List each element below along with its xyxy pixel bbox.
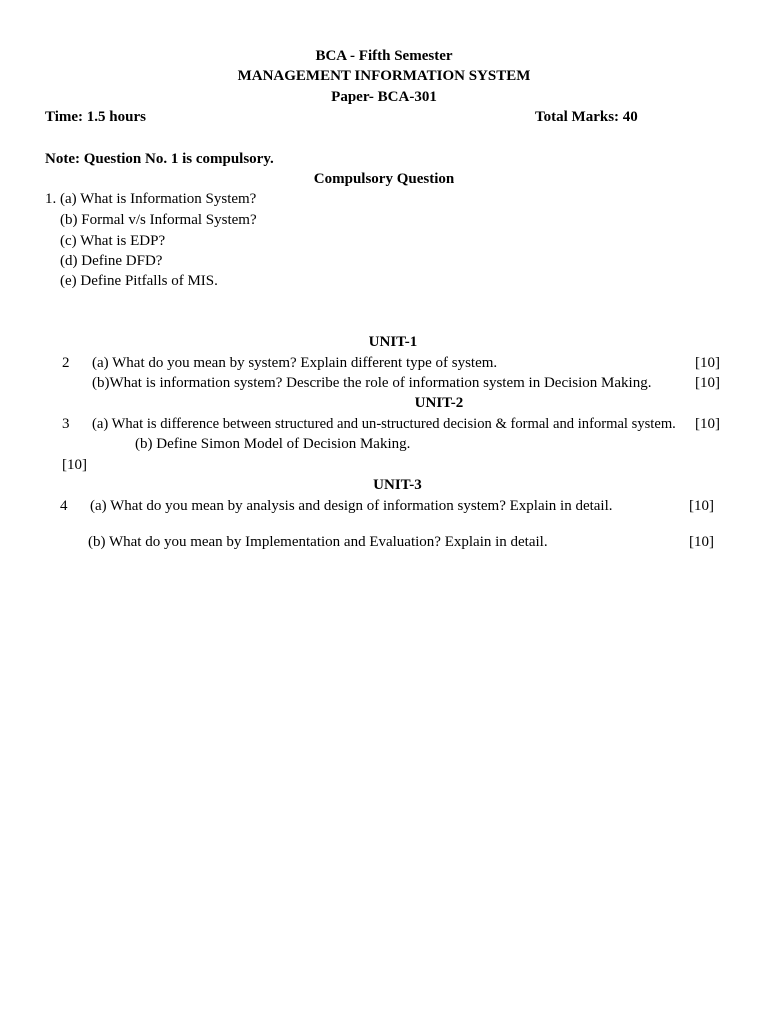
compulsory-item: (d) Define DFD? xyxy=(60,253,163,269)
compulsory-item: (c) What is EDP? xyxy=(60,233,166,249)
time-label: Time: 1.5 hours xyxy=(45,109,146,125)
compulsory-item: (b) Formal v/s Informal System? xyxy=(60,212,257,228)
question-marks: [10] xyxy=(689,534,714,550)
question-marks: [10] xyxy=(695,375,720,391)
question-marks: [10] xyxy=(62,457,87,473)
question-number: 2 xyxy=(62,355,70,371)
question-marks: [10] xyxy=(695,416,720,432)
question-text: (a) What do you mean by analysis and design of information system? Explain in detail. xyxy=(90,498,613,514)
subject-title: MANAGEMENT INFORMATION SYSTEM xyxy=(237,68,531,84)
question-text: (b)What is information system? Describe the role of information system in Decision Making. xyxy=(92,375,652,391)
question-number: 4 xyxy=(60,498,68,514)
question-marks: [10] xyxy=(695,355,720,371)
note-text: Note: Question No. 1 is compulsory. xyxy=(45,151,274,167)
question-text: (b) Define Simon Model of Decision Making. xyxy=(135,436,411,452)
question-text: (a) What do you mean by system? Explain different type of system. xyxy=(92,355,498,371)
course-title: BCA - Fifth Semester xyxy=(315,48,453,64)
compulsory-item: (e) Define Pitfalls of MIS. xyxy=(60,273,218,289)
question-text: (a) What is difference between structured and un-structured decision & formal and informal system. xyxy=(92,416,676,432)
question-number: 3 xyxy=(62,416,70,432)
unit-heading: UNIT-3 xyxy=(373,477,422,493)
question-text: (b) What do you mean by Implementation and Evaluation? Explain in detail. xyxy=(88,534,548,550)
paper-code: Paper- BCA-301 xyxy=(331,89,437,105)
unit-heading: UNIT-2 xyxy=(414,395,464,411)
unit-heading: UNIT-1 xyxy=(368,334,418,350)
question-marks: [10] xyxy=(689,498,714,514)
compulsory-heading: Compulsory Question xyxy=(313,171,455,187)
total-marks-label: Total Marks: 40 xyxy=(535,109,638,125)
compulsory-item: 1. (a) What is Information System? xyxy=(45,191,257,207)
